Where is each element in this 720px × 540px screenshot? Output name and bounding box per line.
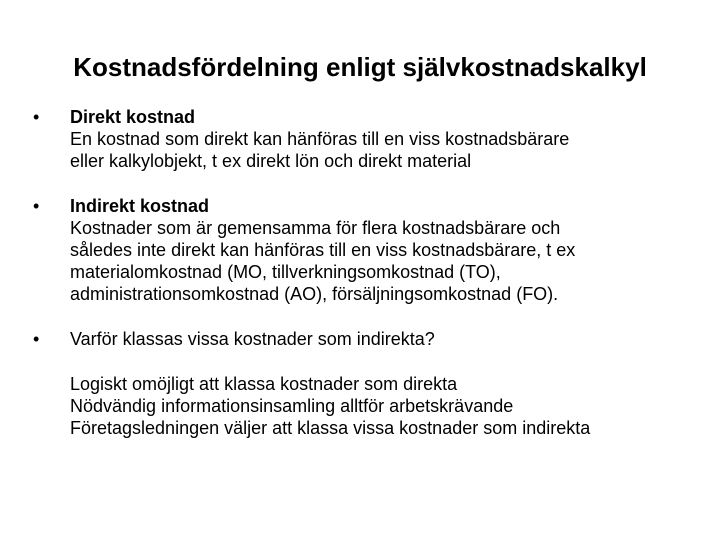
reason-line: Företagsledningen väljer att klassa vissa kostnader som indirekta <box>70 418 591 438</box>
bullet-heading: Indirekt kostnad <box>70 196 210 216</box>
bullet-heading: Direkt kostnad <box>70 107 196 127</box>
bullet-text-line: således inte direkt kan hänföras till en viss kostnadsbärare, t ex <box>70 240 576 260</box>
bullet-row <box>33 106 693 172</box>
reasons-list <box>70 373 590 439</box>
bullet-indirect-cost <box>33 195 693 305</box>
slide-title: Kostnadsfördelning enligt självkostnadskalkyl <box>73 52 647 82</box>
bullet-text-line: En kostnad som direkt kan hänföras till en viss kostnadsbärare <box>70 129 570 149</box>
bullet-row <box>33 328 693 350</box>
bullet-text-line: materialomkostnad (MO, tillverkningsomkostnad (TO), <box>70 262 501 282</box>
bullet-text-line: eller kalkylobjekt, t ex direkt lön och direkt material <box>70 151 472 171</box>
bullet-dot-icon: • <box>33 329 40 349</box>
reason-line: Nödvändig informationsinsamling alltför arbetskrävande <box>70 396 514 416</box>
bullet-heading: Varför klassas vissa kostnader som indirekta? <box>70 329 435 349</box>
bullet-why-indirect <box>33 328 693 350</box>
bullet-dot-icon: • <box>33 196 40 216</box>
bullet-direct-cost <box>33 106 693 172</box>
bullet-text-line: administrationsomkostnad (AO), försäljningsomkostnad (FO). <box>70 284 559 304</box>
bullet-row <box>33 195 693 305</box>
bullet-dot-icon: • <box>33 107 40 127</box>
bullet-text-line: Kostnader som är gemensamma för flera kostnadsbärare och <box>70 218 561 238</box>
reason-line: Logiskt omöjligt att klassa kostnader som direkta <box>70 374 458 394</box>
